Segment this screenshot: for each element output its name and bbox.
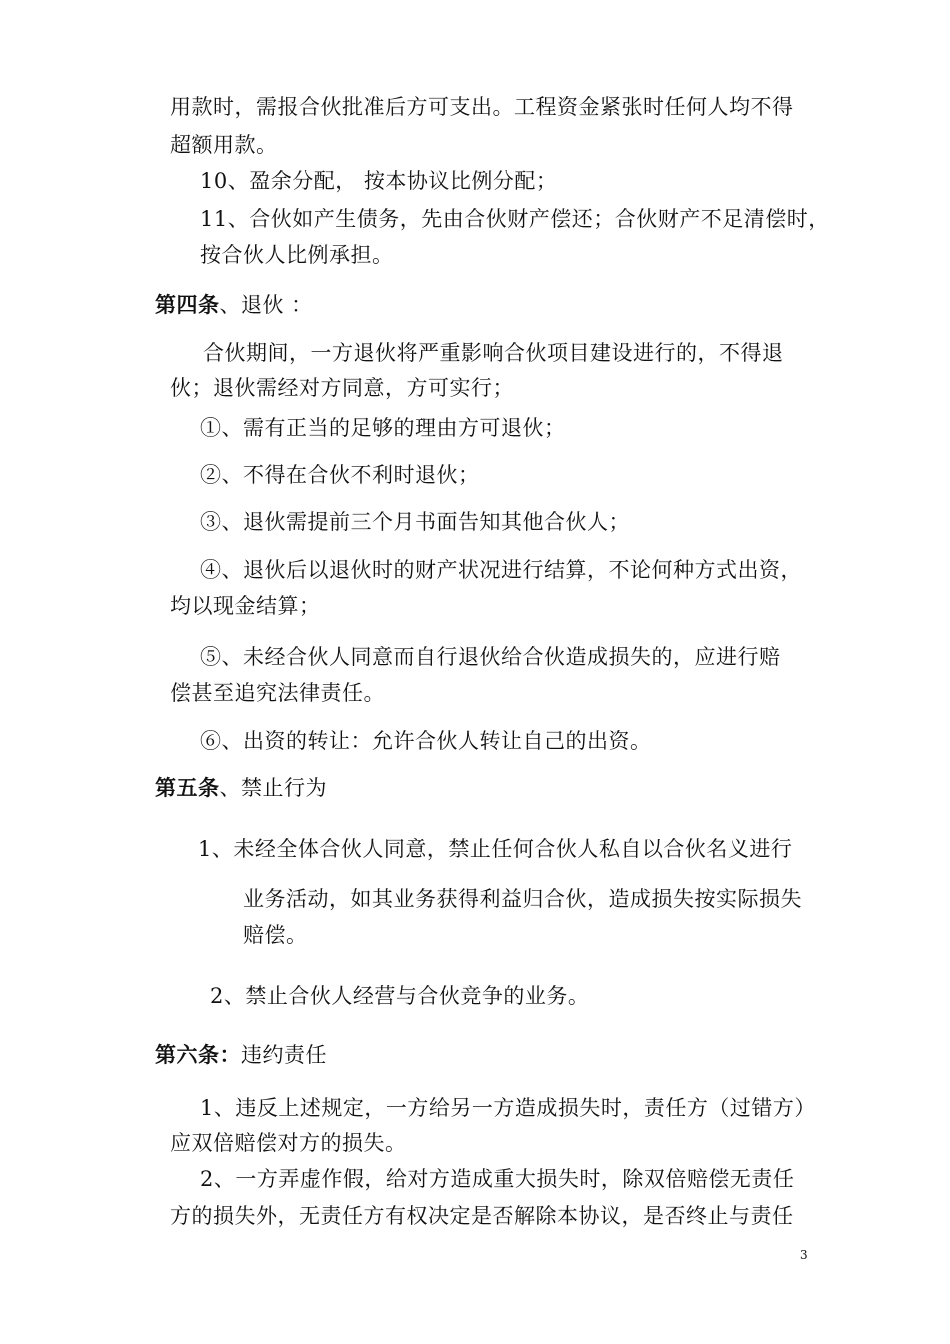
text-line: 2、禁止合伙人经营与合伙竞争的业务。	[210, 984, 590, 1008]
article-5-heading	[155, 773, 327, 803]
text-line: 1、未经全体合伙人同意，禁止任何合伙人私自以合伙名义进行	[198, 837, 793, 861]
article-6-label: 第六条：	[155, 1043, 241, 1067]
text-line: 偿甚至追究法律责任。	[170, 681, 385, 705]
text-line: ①、需有正当的足够的理由方可退伙；	[200, 416, 566, 440]
text-line: 合伙期间，一方退伙将严重影响合伙项目建设进行的，不得退	[203, 341, 784, 365]
text-line: 伙；退伙需经对方同意，方可实行；	[170, 376, 514, 400]
text-line: ③、退伙需提前三个月书面告知其他合伙人；	[200, 510, 630, 534]
article-5-label: 第五条	[155, 776, 220, 800]
article-6-heading	[155, 1040, 327, 1070]
text-line: ⑥、出资的转让：允许合伙人转让自己的出资。	[200, 729, 652, 753]
article-6-title: 违约责任	[241, 1043, 327, 1067]
text-line: ②、不得在合伙不利时退伙；	[200, 463, 480, 487]
text-line: 1、违反上述规定，一方给另一方造成损失时，责任方（过错方）	[200, 1096, 816, 1120]
text-line: 按合伙人比例承担。	[200, 243, 394, 267]
text-line: 应双倍赔偿对方的损失。	[170, 1131, 407, 1155]
page-number: 3	[800, 1248, 808, 1262]
article-5-title: 、禁止行为	[219, 776, 327, 800]
text-line: 赔偿。	[243, 923, 308, 947]
text-line: 11、合伙如产生债务，先由合伙财产偿还；合伙财产不足清偿时，	[200, 207, 830, 231]
text-line: 用款时，需报合伙批准后方可支出。工程资金紧张时任何人均不得	[170, 95, 794, 119]
article-4-heading	[155, 290, 313, 320]
text-line: 均以现金结算；	[170, 594, 321, 618]
text-line: ④、退伙后以退伙时的财产状况进行结算，不论何种方式出资，	[200, 558, 802, 582]
text-line: ⑤、未经合伙人同意而自行退伙给合伙造成损失的，应进行赔	[200, 645, 781, 669]
text-line: 超额用款。	[170, 133, 278, 157]
text-line: 方的损失外，无责任方有权决定是否解除本协议，是否终止与责任	[170, 1204, 794, 1228]
text-line: 10、盈余分配， 按本协议比例分配；	[200, 169, 558, 193]
article-4-title: 、退伙 ：	[219, 293, 313, 317]
text-line: 2、一方弄虚作假，给对方造成重大损失时，除双倍赔偿无责任	[200, 1167, 795, 1191]
article-4-label: 第四条	[155, 293, 220, 317]
text-line: 业务活动，如其业务获得利益归合伙，造成损失按实际损失	[243, 887, 802, 911]
